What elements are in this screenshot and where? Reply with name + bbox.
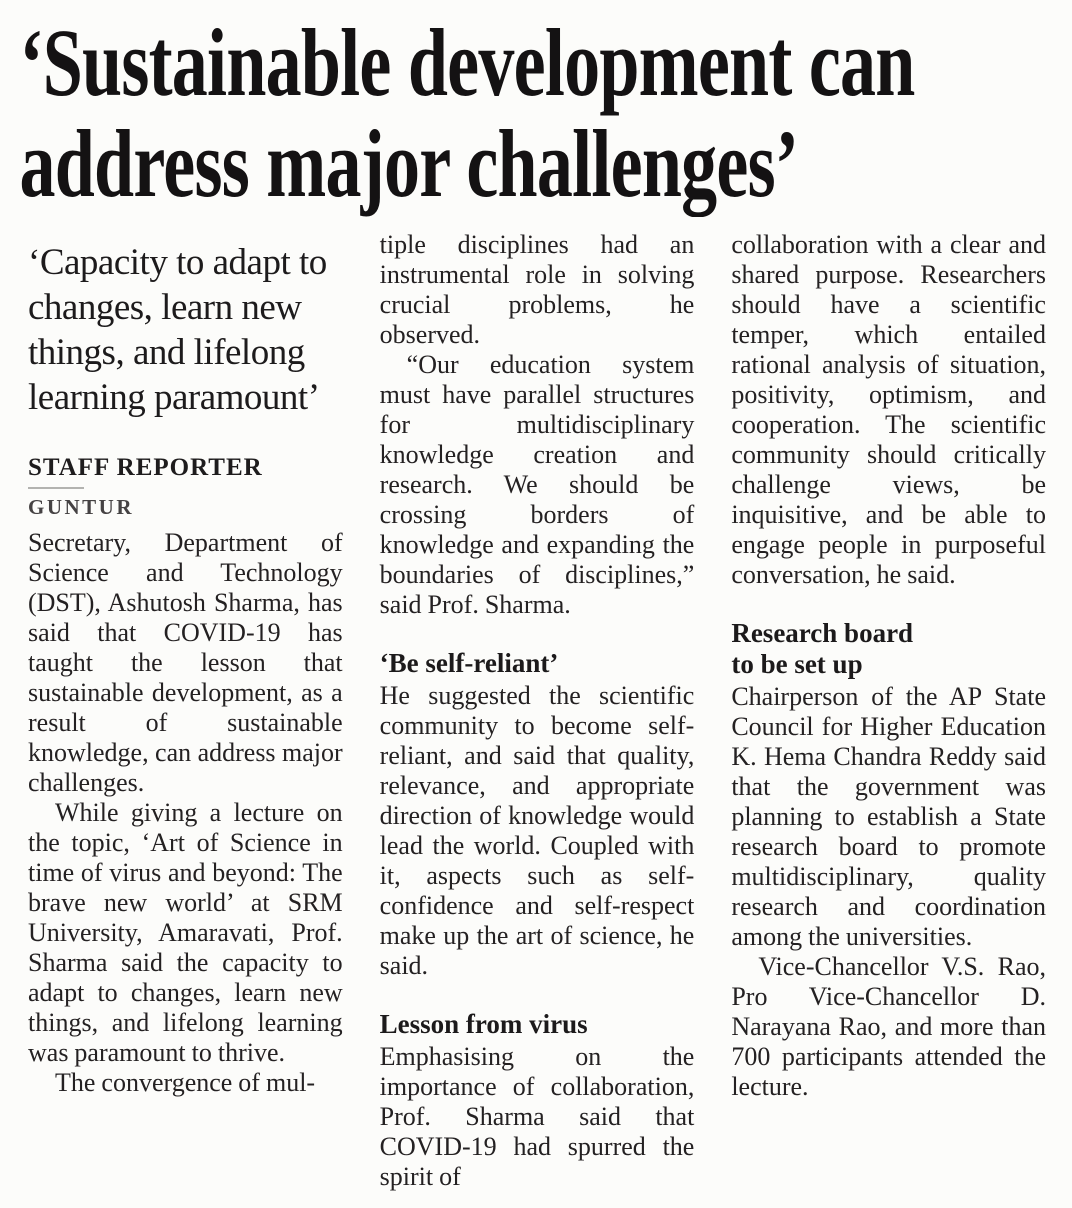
subhead-research-board xyxy=(731,618,1046,680)
subhead-line-2: to be set up xyxy=(731,649,863,679)
standfirst: ‘Capacity to adapt to changes, learn new things, and lifelong learning paramount’ xyxy=(28,242,327,418)
headline-line-2: address major challenges’ xyxy=(19,110,799,217)
byline-block xyxy=(28,454,343,520)
body-paragraph: tiple disciplines had an instrumental role in solving crucial problems, he observed. xyxy=(379,230,695,349)
dateline: GUNTUR xyxy=(28,495,135,519)
column-1 xyxy=(28,230,343,1192)
body-paragraph: collaboration with a clear and shared purpose. Researchers should have a scientific temper, which entailed rational analysis of situation, positivity, optimism, and cooperation. The scientific community should critically challenge views, be inquisitive, and be able to engage people in purposeful conversation, he said. xyxy=(731,230,1046,589)
subhead-be-self-reliant: ‘Be self-reliant’ xyxy=(379,648,559,678)
body-paragraph: Vice-Chancellor V.S. Rao, Pro Vice-Chancellor D. Narayana Rao, and more than 700 participants attended the lecture. xyxy=(731,952,1046,1101)
byline-rule xyxy=(28,487,84,489)
body-paragraph: While giving a lecture on the topic, ‘Art of Science in time of virus and beyond: The brave new world’ at SRM University, Amaravati, Prof. Sharma said the capacity to adapt to changes, learn new things, and lifelong learning was paramount to thrive. xyxy=(28,798,343,1067)
byline: STAFF REPORTER xyxy=(28,454,263,481)
column-3 xyxy=(731,230,1046,1192)
body-paragraph: He suggested the scientific community to become self-reliant, and said that quality, relevance, and appropriate direction of knowledge would lead the world. Coupled with it, aspects such as self-confidence and self-respect make up the art of science, he said. xyxy=(379,681,695,980)
subhead-lesson-from-virus: Lesson from virus xyxy=(379,1009,588,1039)
subhead-line-1: Research board xyxy=(731,618,914,648)
body-paragraph: Chairperson of the AP State Council for Higher Education K. Hema Chandra Reddy said that the government was planning to establish a State research board to promote multidisciplinary, quality research and coordination among the universities. xyxy=(731,682,1046,951)
article-headline xyxy=(0,0,1070,217)
headline-line-1: ‘Sustainable development can xyxy=(19,9,915,116)
column-2 xyxy=(380,230,695,1192)
body-paragraph: “Our education system must have parallel structures for multidisciplinary knowledge creation and research. We should be crossing borders of knowledge and expanding the boundaries of disciplines,” said Prof. Sharma. xyxy=(379,350,695,619)
article-columns xyxy=(0,230,1072,1192)
body-paragraph: Secretary, Department of Science and Technology (DST), Ashutosh Sharma, has said that COVID-19 has taught the lesson that sustainable development, as a result of sustainable knowledge, can address major challenges. xyxy=(28,528,343,797)
body-paragraph: Emphasising on the importance of collaboration, Prof. Sharma said that COVID-19 had spurred the spirit of xyxy=(379,1042,695,1191)
body-paragraph: The convergence of mul- xyxy=(55,1068,316,1097)
